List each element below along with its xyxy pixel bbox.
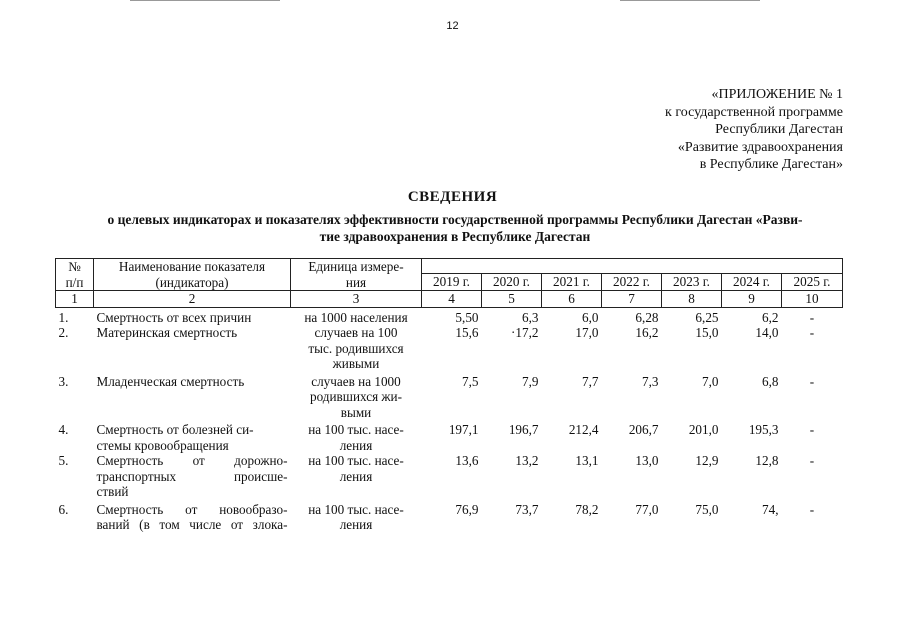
table-row [56, 325, 843, 372]
row-number: 5. [58, 453, 69, 468]
header-unit-line: ния [345, 274, 367, 290]
column-number: 6 [542, 291, 602, 308]
indicator-unit: случаев на 1000 родившихся жи- выми [309, 373, 402, 420]
table-row [56, 500, 843, 533]
value-cell: - [809, 453, 815, 468]
header-name-line: Наименование показателя [118, 259, 266, 274]
value-cell: 13,6 [455, 453, 479, 468]
column-number: 10 [782, 291, 843, 308]
column-number: 5 [482, 291, 542, 308]
value-cell: 6,8 [762, 373, 779, 389]
indicator-name: Смертность от дорожно- транспортных происше- ствий [96, 453, 288, 499]
value-cell: 77,0 [635, 501, 659, 517]
header-unit [291, 259, 422, 291]
row-number: 6. [58, 501, 69, 517]
column-number: 2 [94, 291, 291, 308]
value-cell: 5,50 [455, 309, 479, 325]
table-row [56, 372, 843, 421]
value-cell: 6,28 [635, 309, 659, 325]
column-number: 3 [291, 291, 422, 308]
indicator-name: Младенческая смертность [96, 373, 245, 389]
row-number: 3. [58, 373, 69, 389]
value-cell: 196,7 [508, 422, 539, 437]
indicator-name: Смертность от новообразо- ваний (в том числе от злока- [96, 501, 288, 532]
subtitle-line: о целевых индикаторах и показателях эффективности государственной программы Республики Дагестан «Разви- [107, 212, 803, 227]
header-row [56, 259, 843, 274]
indicator-unit: на 1000 населения [304, 309, 408, 325]
value-cell: 6,3 [522, 309, 539, 325]
header-year: 2020 г. [482, 274, 542, 291]
indicator-unit: случаев на 100 тыс. родившихся живыми [308, 325, 404, 371]
header-num-line: п/п [65, 274, 84, 290]
column-number: 4 [422, 291, 482, 308]
value-cell: 7,5 [462, 373, 479, 389]
header-num-line: № [68, 259, 81, 274]
value-cell: 206,7 [628, 422, 659, 437]
document-subtitle [55, 211, 855, 245]
row-number: 1. [58, 309, 69, 325]
header-year: 2021 г. [542, 274, 602, 291]
appendix-line: «Развитие здравоохранения [677, 139, 843, 155]
value-cell: 212,4 [568, 422, 599, 437]
value-cell: 195,3 [748, 422, 779, 437]
header-year: 2025 г. [782, 274, 843, 291]
value-cell: - [809, 373, 815, 389]
value-cell: 6,2 [762, 309, 779, 325]
value-cell: 16,2 [635, 325, 659, 340]
table-row [56, 420, 843, 453]
page-number: 12 [446, 20, 459, 32]
appendix-line: Республики Дагестан [715, 122, 843, 137]
table-row [56, 307, 843, 325]
appendix-line: к государственной программе [665, 104, 843, 120]
column-number-row [56, 291, 843, 308]
value-cell: 13,2 [515, 453, 539, 468]
top-rule-left [130, 0, 280, 1]
value-cell: 6,25 [695, 309, 719, 325]
table-row [56, 453, 843, 500]
header-name [94, 259, 291, 291]
header-name-line: (индикатора) [155, 274, 229, 290]
value-cell: 7,3 [642, 373, 659, 389]
value-cell: 15,0 [695, 325, 719, 340]
row-number: 4. [58, 422, 69, 437]
value-cell: 12,9 [695, 453, 719, 468]
header-year: 2024 г. [722, 274, 782, 291]
column-number: 1 [56, 291, 94, 308]
indicators-table [55, 258, 843, 533]
header-unit-line: Единица измере- [308, 259, 404, 274]
value-cell: 12,8 [755, 453, 779, 468]
subtitle-line: тие здравоохранения в Республике Дагестан [319, 229, 591, 244]
value-cell: 14,0 [755, 325, 779, 340]
value-cell: 17,0 [575, 325, 599, 340]
indicator-unit: на 100 тыс. насе- ления [308, 501, 404, 532]
header-year: 2023 г. [662, 274, 722, 291]
header-year: 2019 г. [422, 274, 482, 291]
top-rule-right [620, 0, 760, 1]
value-cell: 13,1 [575, 453, 599, 468]
value-cell: 7,0 [702, 373, 719, 389]
value-cell: 6,0 [582, 309, 599, 325]
value-cell: ·17,2 [511, 325, 539, 340]
value-cell: 7,9 [522, 373, 539, 389]
value-cell: 75,0 [695, 501, 719, 517]
indicator-name: Материнская смертность [96, 325, 238, 340]
indicator-name: Смертность от всех причин [96, 309, 252, 325]
header-num [56, 259, 94, 291]
row-number: 2. [58, 325, 69, 340]
value-cell: 197,1 [448, 422, 479, 437]
appendix-block [665, 86, 843, 174]
value-cell: 13,0 [635, 453, 659, 468]
value-cell: 201,0 [688, 422, 719, 437]
value-cell: 74, [762, 501, 779, 517]
appendix-line: «ПРИЛОЖЕНИЕ № 1 [711, 87, 843, 102]
value-cell: 15,6 [455, 325, 479, 340]
value-cell: - [809, 325, 815, 340]
value-cell: 7,7 [582, 373, 599, 389]
header-years-span [422, 259, 843, 274]
value-cell: - [809, 501, 815, 517]
value-cell: 73,7 [515, 501, 539, 517]
document-title: СВЕДЕНИЯ [407, 189, 498, 205]
appendix-line: в Республике Дагестан» [699, 157, 843, 172]
column-number: 7 [602, 291, 662, 308]
column-number: 9 [722, 291, 782, 308]
indicator-unit: на 100 тыс. насе- ления [308, 422, 404, 453]
indicator-name: Смертность от болезней си- стемы кровообращения [96, 422, 254, 453]
column-number: 8 [662, 291, 722, 308]
indicator-unit: на 100 тыс. насе- ления [308, 453, 404, 484]
header-year: 2022 г. [602, 274, 662, 291]
value-cell: - [809, 309, 815, 325]
value-cell: 76,9 [455, 501, 479, 517]
value-cell: - [809, 422, 815, 437]
value-cell: 78,2 [575, 501, 599, 517]
